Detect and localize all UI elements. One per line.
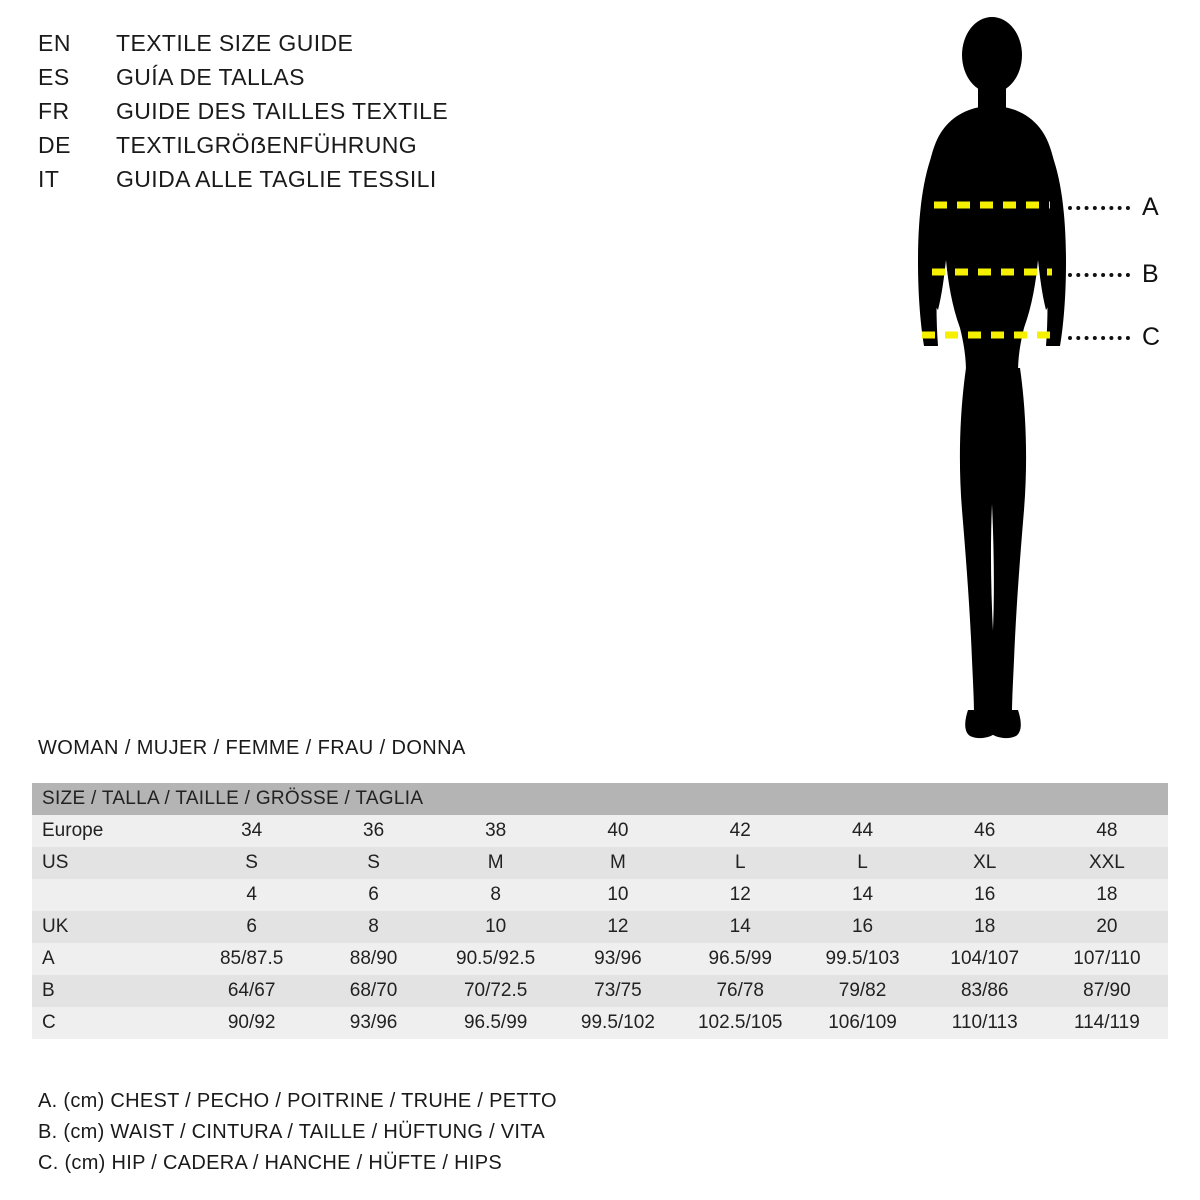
cell: L bbox=[679, 847, 801, 879]
cell: 96.5/99 bbox=[434, 1007, 556, 1039]
language-title: GUIDA ALLE TAGLIE TESSILI bbox=[116, 166, 437, 192]
marker-c-label: C bbox=[1142, 323, 1161, 351]
body-measurement-figure bbox=[860, 10, 1190, 750]
cell: 14 bbox=[801, 879, 923, 911]
cell: 16 bbox=[801, 911, 923, 943]
marker-b-label: B bbox=[1142, 260, 1159, 288]
cell: 38 bbox=[434, 815, 556, 847]
cell: 90.5/92.5 bbox=[434, 943, 556, 975]
table-row bbox=[32, 975, 1168, 1007]
cell: 99.5/103 bbox=[801, 943, 923, 975]
row-label: B bbox=[32, 975, 191, 1007]
measurement-legend bbox=[38, 1090, 738, 1183]
language-title: TEXTILGRÖẞENFÜHRUNG bbox=[116, 132, 418, 158]
cell: S bbox=[313, 847, 435, 879]
cell: 102.5/105 bbox=[679, 1007, 801, 1039]
language-title: GUIDE DES TAILLES TEXTILE bbox=[116, 98, 449, 124]
cell: 8 bbox=[313, 911, 435, 943]
cell: 73/75 bbox=[557, 975, 679, 1007]
row-label: UK bbox=[32, 911, 191, 943]
cell: 114/119 bbox=[1046, 1007, 1168, 1039]
table-row bbox=[32, 879, 1168, 911]
cell: M bbox=[434, 847, 556, 879]
cell: 46 bbox=[924, 815, 1046, 847]
cell: 110/113 bbox=[924, 1007, 1046, 1039]
cell: 99.5/102 bbox=[557, 1007, 679, 1039]
table-row bbox=[32, 815, 1168, 847]
legend-item-b: B. (cm) WAIST / CINTURA / TAILLE / HÜFTUNG / VITA bbox=[38, 1121, 545, 1143]
cell: 70/72.5 bbox=[434, 975, 556, 1007]
marker-a bbox=[1068, 193, 1159, 222]
cell: 18 bbox=[924, 911, 1046, 943]
cell: 8 bbox=[434, 879, 556, 911]
cell: 20 bbox=[1046, 911, 1168, 943]
cell: 44 bbox=[801, 815, 923, 847]
cell: 104/107 bbox=[924, 943, 1046, 975]
marker-b-leader-line bbox=[1068, 273, 1130, 277]
row-label: C bbox=[32, 1007, 191, 1039]
table-row bbox=[32, 943, 1168, 975]
female-silhouette-icon bbox=[860, 10, 1190, 750]
cell: 96.5/99 bbox=[679, 943, 801, 975]
cell: 48 bbox=[1046, 815, 1168, 847]
cell: 93/96 bbox=[557, 943, 679, 975]
cell: S bbox=[191, 847, 313, 879]
legend-item-a: A. (cm) CHEST / PECHO / POITRINE / TRUHE / PETTO bbox=[38, 1090, 557, 1112]
cell: 87/90 bbox=[1046, 975, 1168, 1007]
language-code: IT bbox=[38, 166, 60, 192]
cell: 10 bbox=[434, 911, 556, 943]
cell: 93/96 bbox=[313, 1007, 435, 1039]
language-row bbox=[38, 64, 558, 98]
language-row bbox=[38, 132, 558, 166]
language-code: EN bbox=[38, 30, 71, 56]
cell: XXL bbox=[1046, 847, 1168, 879]
table-row bbox=[32, 1007, 1168, 1039]
section-title: WOMAN / MUJER / FEMME / FRAU / DONNA bbox=[38, 737, 466, 759]
cell: 6 bbox=[191, 911, 313, 943]
cell: 42 bbox=[679, 815, 801, 847]
marker-a-label: A bbox=[1142, 193, 1159, 221]
cell: 64/67 bbox=[191, 975, 313, 1007]
language-code: ES bbox=[38, 64, 70, 90]
cell: L bbox=[801, 847, 923, 879]
language-title: GUÍA DE TALLAS bbox=[116, 64, 305, 90]
cell: 88/90 bbox=[313, 943, 435, 975]
language-title-list bbox=[38, 30, 558, 200]
cell: 107/110 bbox=[1046, 943, 1168, 975]
cell: 34 bbox=[191, 815, 313, 847]
marker-b bbox=[1068, 260, 1159, 289]
row-label bbox=[32, 879, 191, 911]
table-row bbox=[32, 911, 1168, 943]
cell: 90/92 bbox=[191, 1007, 313, 1039]
language-title: TEXTILE SIZE GUIDE bbox=[116, 30, 354, 56]
row-label: A bbox=[32, 943, 191, 975]
cell: 106/109 bbox=[801, 1007, 923, 1039]
marker-c bbox=[1068, 323, 1160, 352]
cell: M bbox=[557, 847, 679, 879]
cell: 18 bbox=[1046, 879, 1168, 911]
cell: XL bbox=[924, 847, 1046, 879]
cell: 85/87.5 bbox=[191, 943, 313, 975]
marker-c-leader-line bbox=[1068, 336, 1130, 340]
cell: 6 bbox=[313, 879, 435, 911]
cell: 36 bbox=[313, 815, 435, 847]
cell: 14 bbox=[679, 911, 801, 943]
language-code: DE bbox=[38, 132, 71, 158]
cell: 16 bbox=[924, 879, 1046, 911]
language-code: FR bbox=[38, 98, 70, 124]
cell: 68/70 bbox=[313, 975, 435, 1007]
row-label: Europe bbox=[32, 815, 191, 847]
marker-a-leader-line bbox=[1068, 206, 1130, 210]
language-row bbox=[38, 98, 558, 132]
cell: 4 bbox=[191, 879, 313, 911]
cell: 76/78 bbox=[679, 975, 801, 1007]
cell: 12 bbox=[557, 911, 679, 943]
size-table bbox=[32, 783, 1168, 1039]
legend-item-c: C. (cm) HIP / CADERA / HANCHE / HÜFTE / HIPS bbox=[38, 1152, 502, 1174]
table-header-label: SIZE / TALLA / TAILLE / GRÖSSE / TAGLIA bbox=[32, 783, 1168, 815]
cell: 79/82 bbox=[801, 975, 923, 1007]
cell: 12 bbox=[679, 879, 801, 911]
language-row bbox=[38, 166, 558, 200]
table-header-row bbox=[32, 783, 1168, 815]
cell: 10 bbox=[557, 879, 679, 911]
cell: 83/86 bbox=[924, 975, 1046, 1007]
cell: 40 bbox=[557, 815, 679, 847]
row-label: US bbox=[32, 847, 191, 879]
language-row bbox=[38, 30, 558, 64]
table-row bbox=[32, 847, 1168, 879]
